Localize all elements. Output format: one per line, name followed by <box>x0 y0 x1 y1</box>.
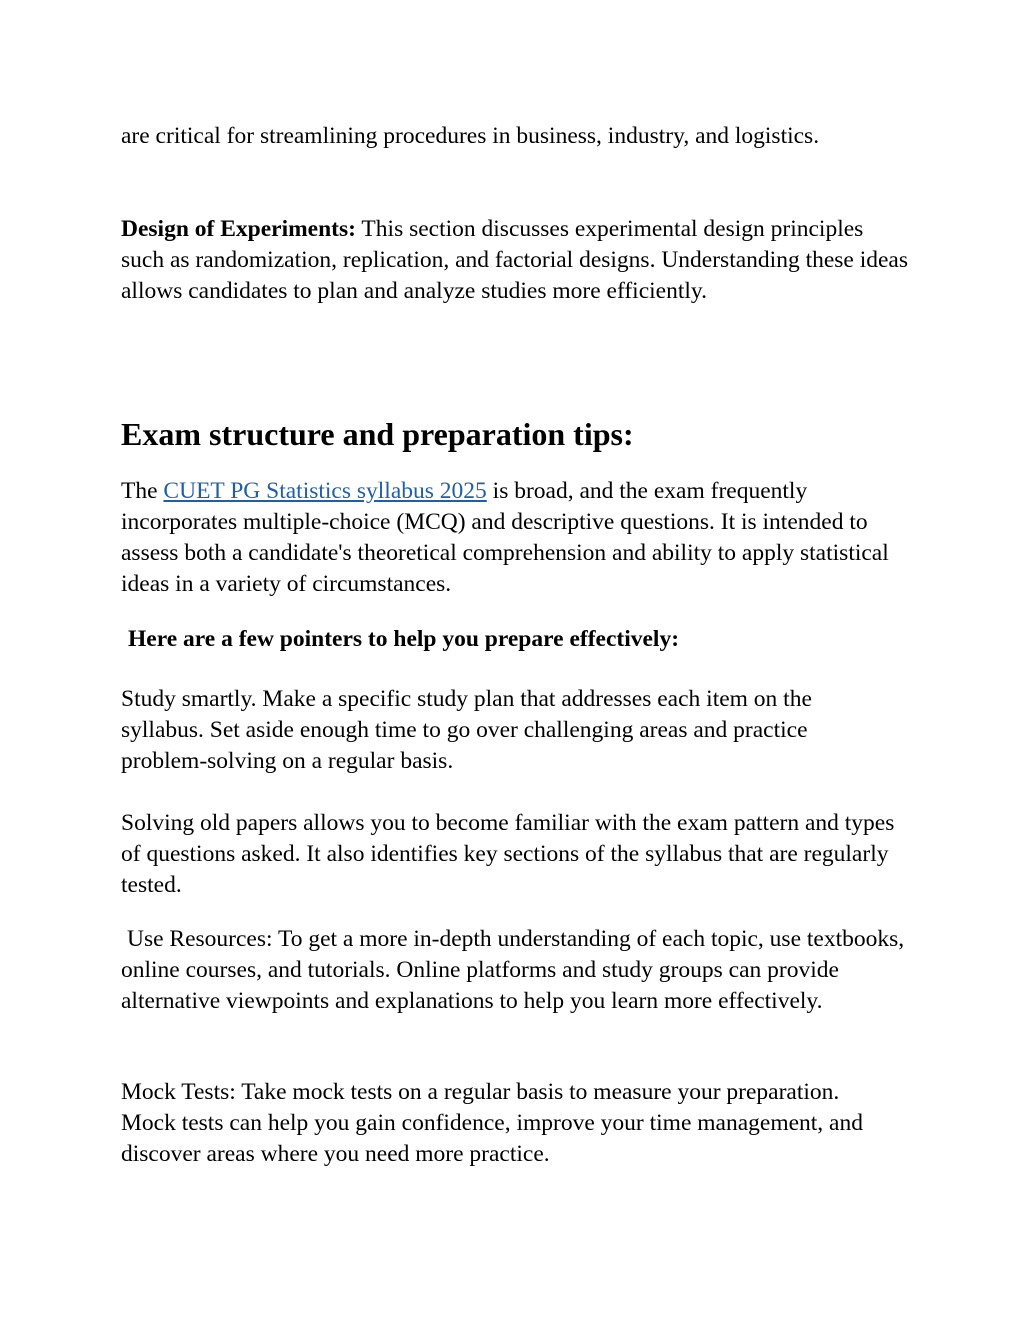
tip-use-resources: Use Resources: To get a more in-depth understanding of each topic, use textbooks, online courses, and tutorials. Online platforms and study groups can provide alternative viewpoints and explanations to help you learn more effectively. <box>121 926 905 1014</box>
tip-mock-tests: Mock Tests: Take mock tests on a regular basis to measure your preparation. Mock tests can help you gain confidence, improve your time management, and discover areas where you need more practice. <box>121 1079 863 1167</box>
intro-tail-text: are critical for streamlining procedures in business, industry, and logistics. <box>121 123 820 149</box>
intro-tail-paragraph <box>121 121 841 152</box>
exam-structure-heading: Exam structure and preparation tips: <box>121 416 634 452</box>
tip-old-papers: Solving old papers allows you to become familiar with the exam pattern and types of questions asked. It also identifies key sections of the syllabus that are regularly tested. <box>121 810 895 898</box>
design-of-experiments-paragraph <box>121 214 911 307</box>
exam-intro-suffix: is broad, and the exam frequently incorporates multiple-choice (MCQ) and descriptive questions. It is intended to assess both a candidate's theoretical comprehension and ability to apply statistical ideas in a variety of circumstances. <box>121 478 889 597</box>
cuet-pg-syllabus-link[interactable]: CUET PG Statistics syllabus 2025 <box>163 478 487 504</box>
exam-intro-paragraph <box>121 476 921 600</box>
design-of-experiments-label: Design of Experiments: <box>121 216 356 242</box>
pointers-heading: Here are a few pointers to help you prepare effectively: <box>128 626 680 652</box>
exam-intro-prefix: The <box>121 478 164 504</box>
design-of-experiments-text: This section discusses experimental design principles such as randomization, replication, and factorial designs. Understanding these ideas allows candidates to plan and analyze studies more efficiently. <box>121 216 909 304</box>
tip-study-smartly: Study smartly. Make a specific study plan that addresses each item on the syllabus. Set aside enough time to go over challenging areas and practice problem-solving on a regular basis. <box>121 686 812 774</box>
